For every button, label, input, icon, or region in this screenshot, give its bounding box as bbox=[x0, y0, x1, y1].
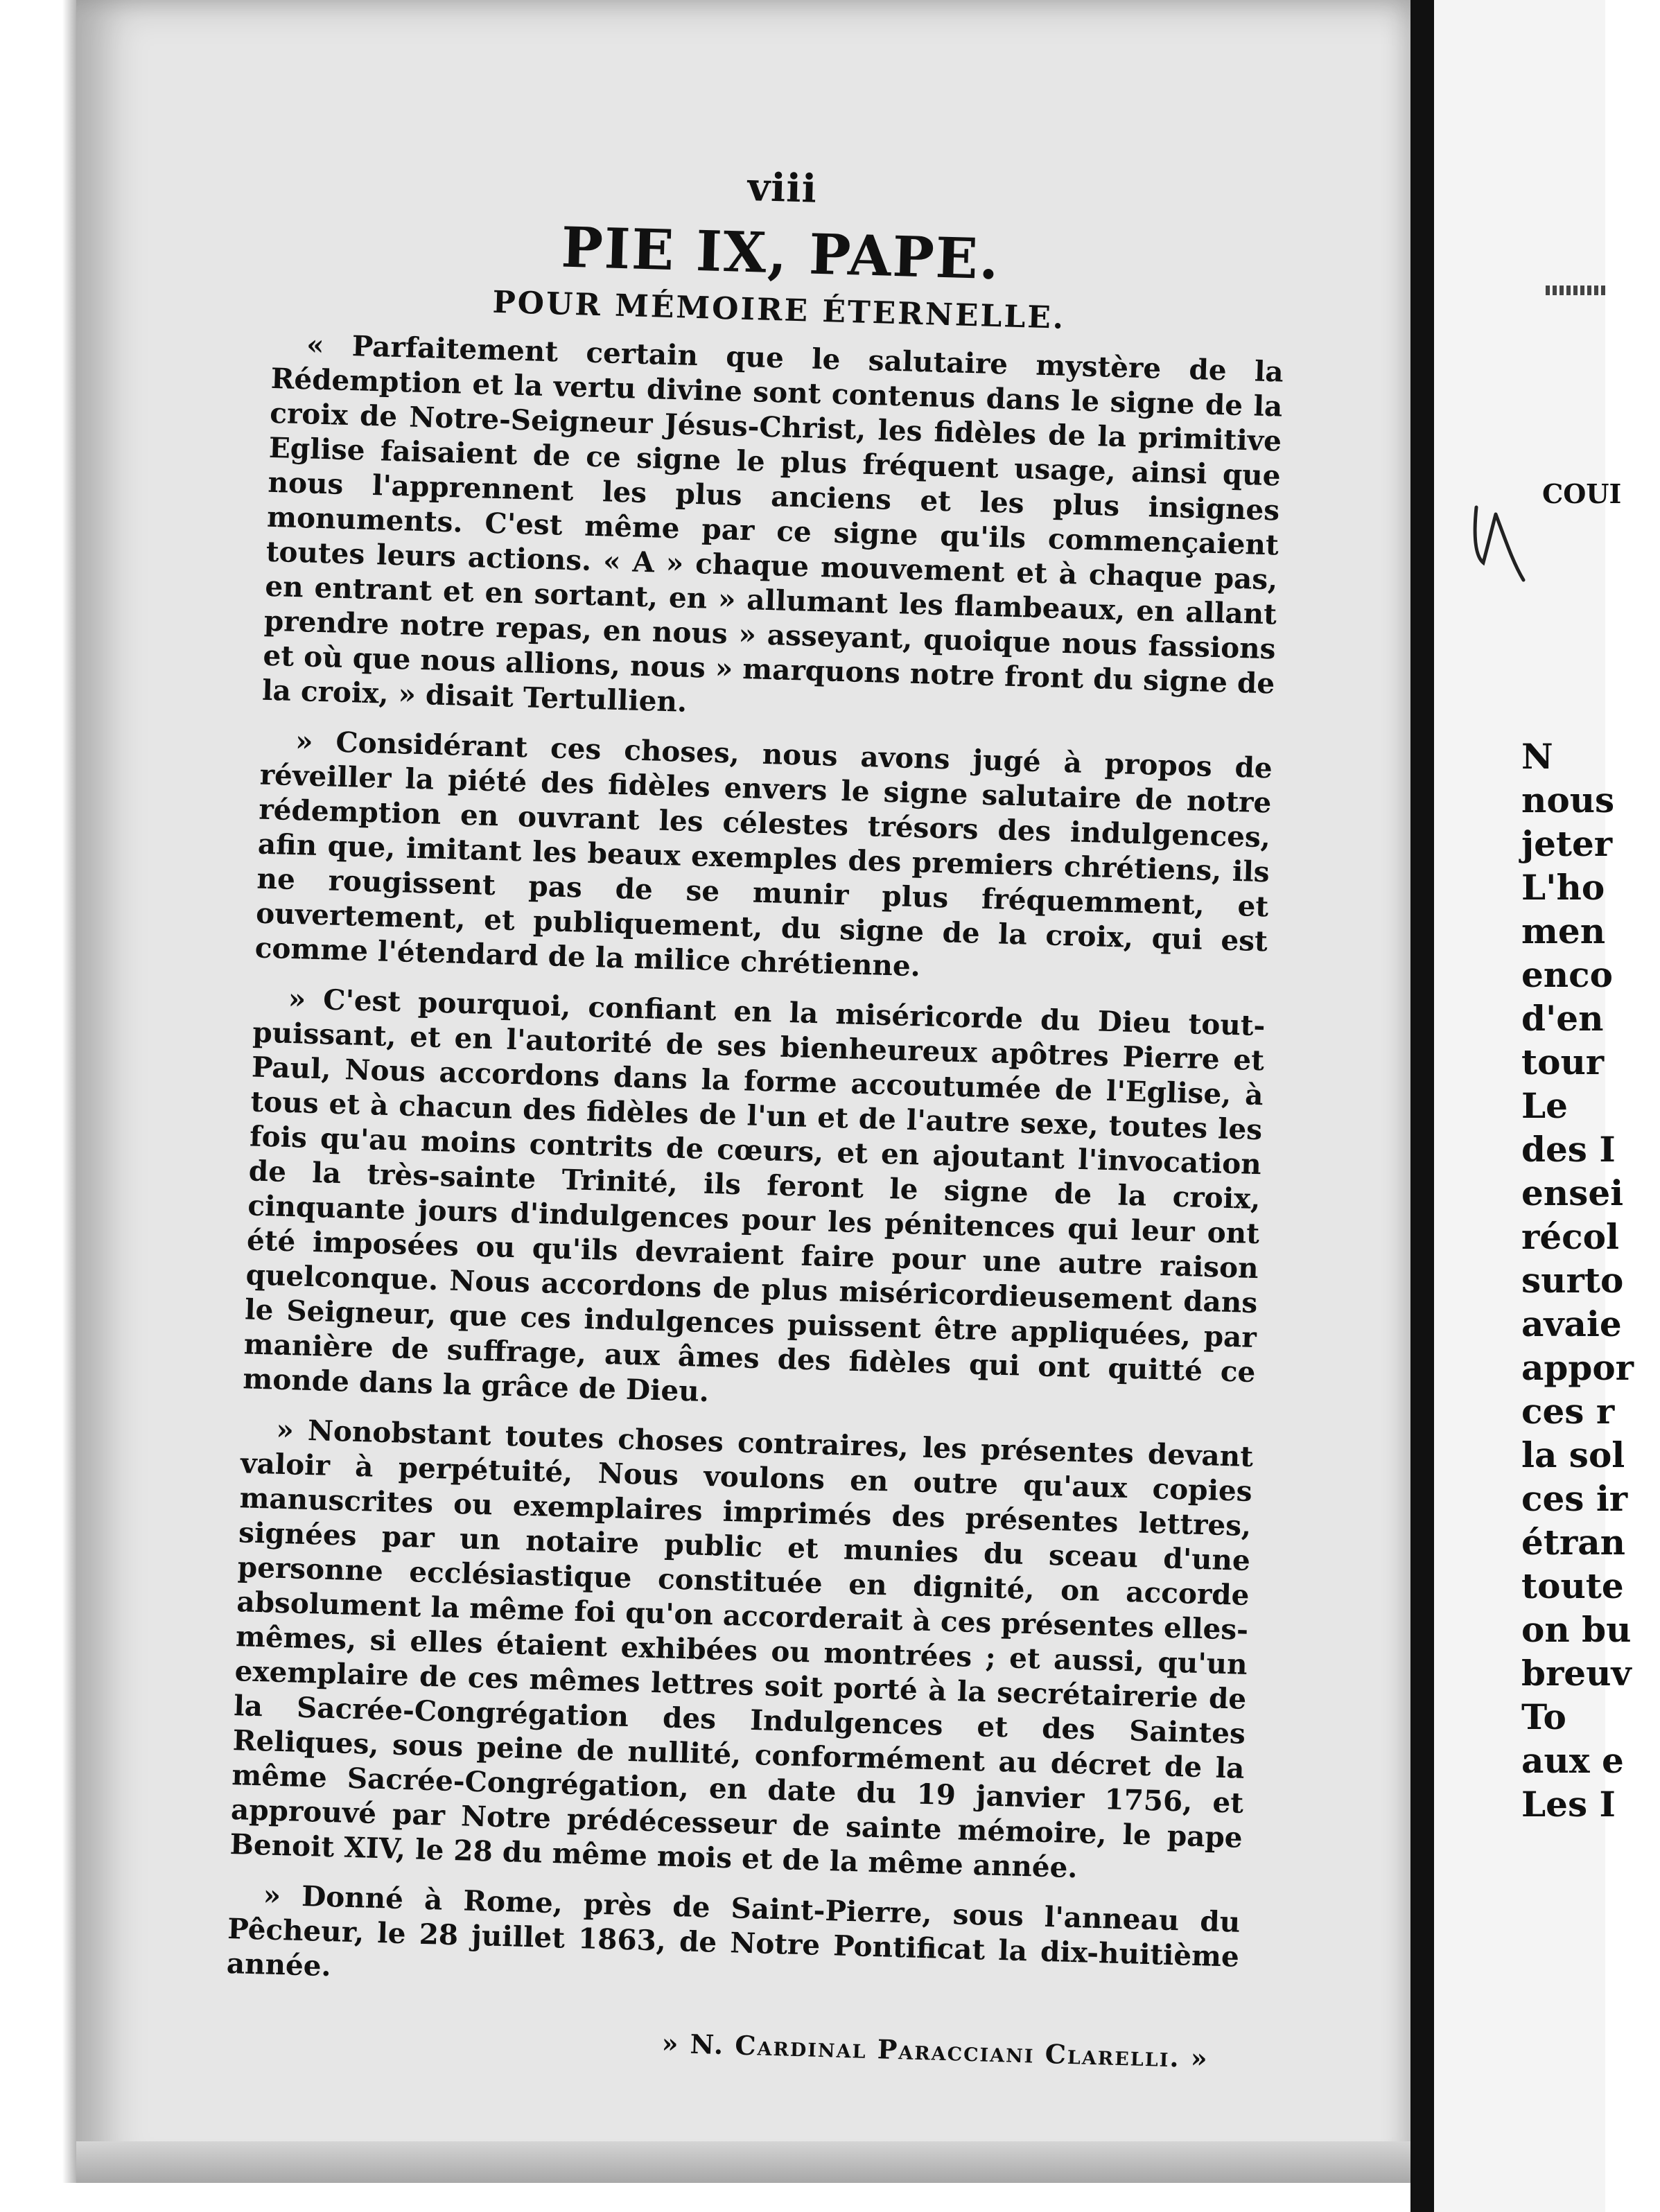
book-gutter bbox=[1410, 0, 1434, 2212]
right-line: appor bbox=[1521, 1347, 1634, 1388]
right-page-text bbox=[1521, 735, 1660, 1826]
right-line: avaie bbox=[1521, 1304, 1622, 1344]
right-line: jeter bbox=[1521, 823, 1613, 864]
right-line: ces ir bbox=[1521, 1478, 1628, 1519]
right-line: men bbox=[1521, 911, 1606, 951]
page-subtitle: POUR MÉMOIRE ÉTERNELLE. bbox=[491, 284, 1066, 336]
right-line: tour bbox=[1521, 1042, 1605, 1082]
right-line: Les I bbox=[1521, 1784, 1616, 1825]
right-line: toute bbox=[1521, 1565, 1624, 1606]
right-line: N bbox=[1521, 736, 1553, 777]
right-line: breuv bbox=[1521, 1653, 1632, 1694]
right-page-rule bbox=[1546, 286, 1608, 295]
paragraph: » Nonobstant toutes choses contraires, les présentes devant valoir à perpétuité, Nous voulons en outre qu'aux copies manuscrites ou exemplaires imprimés des présentes lettres, signées par un notaire public et munies du sceau d'une personne ecclésiastique constituée en dignité, on accorde absolument la même foi qu'on accorderait à ces présentes elles-mêmes, si elles étaient exhibées ou montrées ; et aussi, qu'un exemplaire de ces mêmes lettres soit porté à la secrétairerie de la Sacrée-Congrégation des Indulgences et des Saintes Reliques, sous peine de nullité, conformément au décret de la même Sacrée-Congrégation, en date du 19 janvier 1756, et approuvé par Notre prédécesseur de sainte mémoire, le pape Benoit XIV, le 28 du même mois et de la même année. bbox=[229, 1412, 1254, 1885]
page-bottom-edge bbox=[76, 2141, 1414, 2183]
right-line: ces r bbox=[1521, 1391, 1615, 1432]
page-number: viii bbox=[746, 164, 818, 212]
paragraph: « Parfaitement certain que le salutaire mystère de la Rédemption et la vertu divine sont contenus dans le signe de la croix de Notre-Seigneur Jésus-Christ, les fidèles de la primitive Eglise faisaient de ce signe le plus fréquent usage, ainsi que nous l'apprennent les plus anciens et les plus insignes monuments. C'est même par ce signe qu'ils commençaient toutes leurs actions. « A » chaque mouvement et à chaque pas, en entrant et en sortant, en » allumant les flambeaux, en allant prendre notre repas, en nous » asseyant, quoique nous fassions et où que nous allions, nous » marquons notre front du signe de la croix, » disait Tertullien. bbox=[261, 328, 1284, 719]
page-title: PIE IX, PAPE. bbox=[560, 214, 1001, 292]
right-line: la sol bbox=[1521, 1434, 1625, 1475]
right-line: étran bbox=[1521, 1522, 1625, 1563]
signature-line: » N. Cardinal Paracciani Clarelli. » bbox=[661, 2027, 1209, 2074]
right-line: enco bbox=[1521, 954, 1613, 995]
right-line: L'ho bbox=[1521, 867, 1605, 908]
right-line: d'en bbox=[1521, 998, 1604, 1039]
paragraph: » C'est pourquoi, confiant en la miséricorde du Dieu tout-puissant, et en l'autorité de ses bienheureux apôtres Pierre et Paul, Nous accordons dans la forme accoutumée de l'Eglise, à tous et à chacun des fidèles de l'un et de l'autre sexe, toutes les fois qu'au moins contrits de cœurs, et en ajoutant l'invocation de la très-sainte Trinité, ils feront le signe de la croix, cinquante jours d'indulgences pour les pénitences qui leur ont été imposées ou qu'ils devraient faire pour une autre raison quelconque. Nous accordons de plus miséricordieusement dans le Seigneur, que ces indulgences puissent être appliquées, par manière de suffrage, aux âmes des fidèles qui ont quitté ce monde dans la grâce de Dieu. bbox=[242, 981, 1266, 1409]
right-line: récol bbox=[1521, 1216, 1619, 1257]
paragraph: » Donné à Rome, près de Saint-Pierre, sous l'anneau du Pêcheur, le 28 juillet 1863, de Notre Pontificat la dix-huitième année. bbox=[226, 1878, 1241, 1983]
right-line: ensei bbox=[1521, 1173, 1624, 1213]
handwritten-mark-icon bbox=[1468, 493, 1530, 583]
right-line: To bbox=[1521, 1696, 1566, 1737]
right-line: nous bbox=[1521, 780, 1615, 820]
left-page-text bbox=[225, 151, 1289, 2075]
right-line: surto bbox=[1521, 1260, 1624, 1301]
right-line: on bu bbox=[1521, 1609, 1632, 1650]
paragraph: » Considérant ces choses, nous avons jugé à propos de réveiller la piété des fidèles envers le signe salutaire de notre rédemption en ouvrant les célestes trésors des indulgences, afin que, imitant les beaux exemples des premiers chrétiens, ils ne rougissent pas de se munir plus fréquemment, et ouvertement, et publiquement, du signe de la croix, qui est comme l'étendard de la milice chrétienne. bbox=[254, 724, 1273, 983]
right-line: Le bbox=[1521, 1085, 1568, 1126]
right-line: des I bbox=[1521, 1129, 1616, 1170]
right-line: aux e bbox=[1521, 1740, 1624, 1781]
right-page-header: COUI bbox=[1542, 478, 1622, 509]
